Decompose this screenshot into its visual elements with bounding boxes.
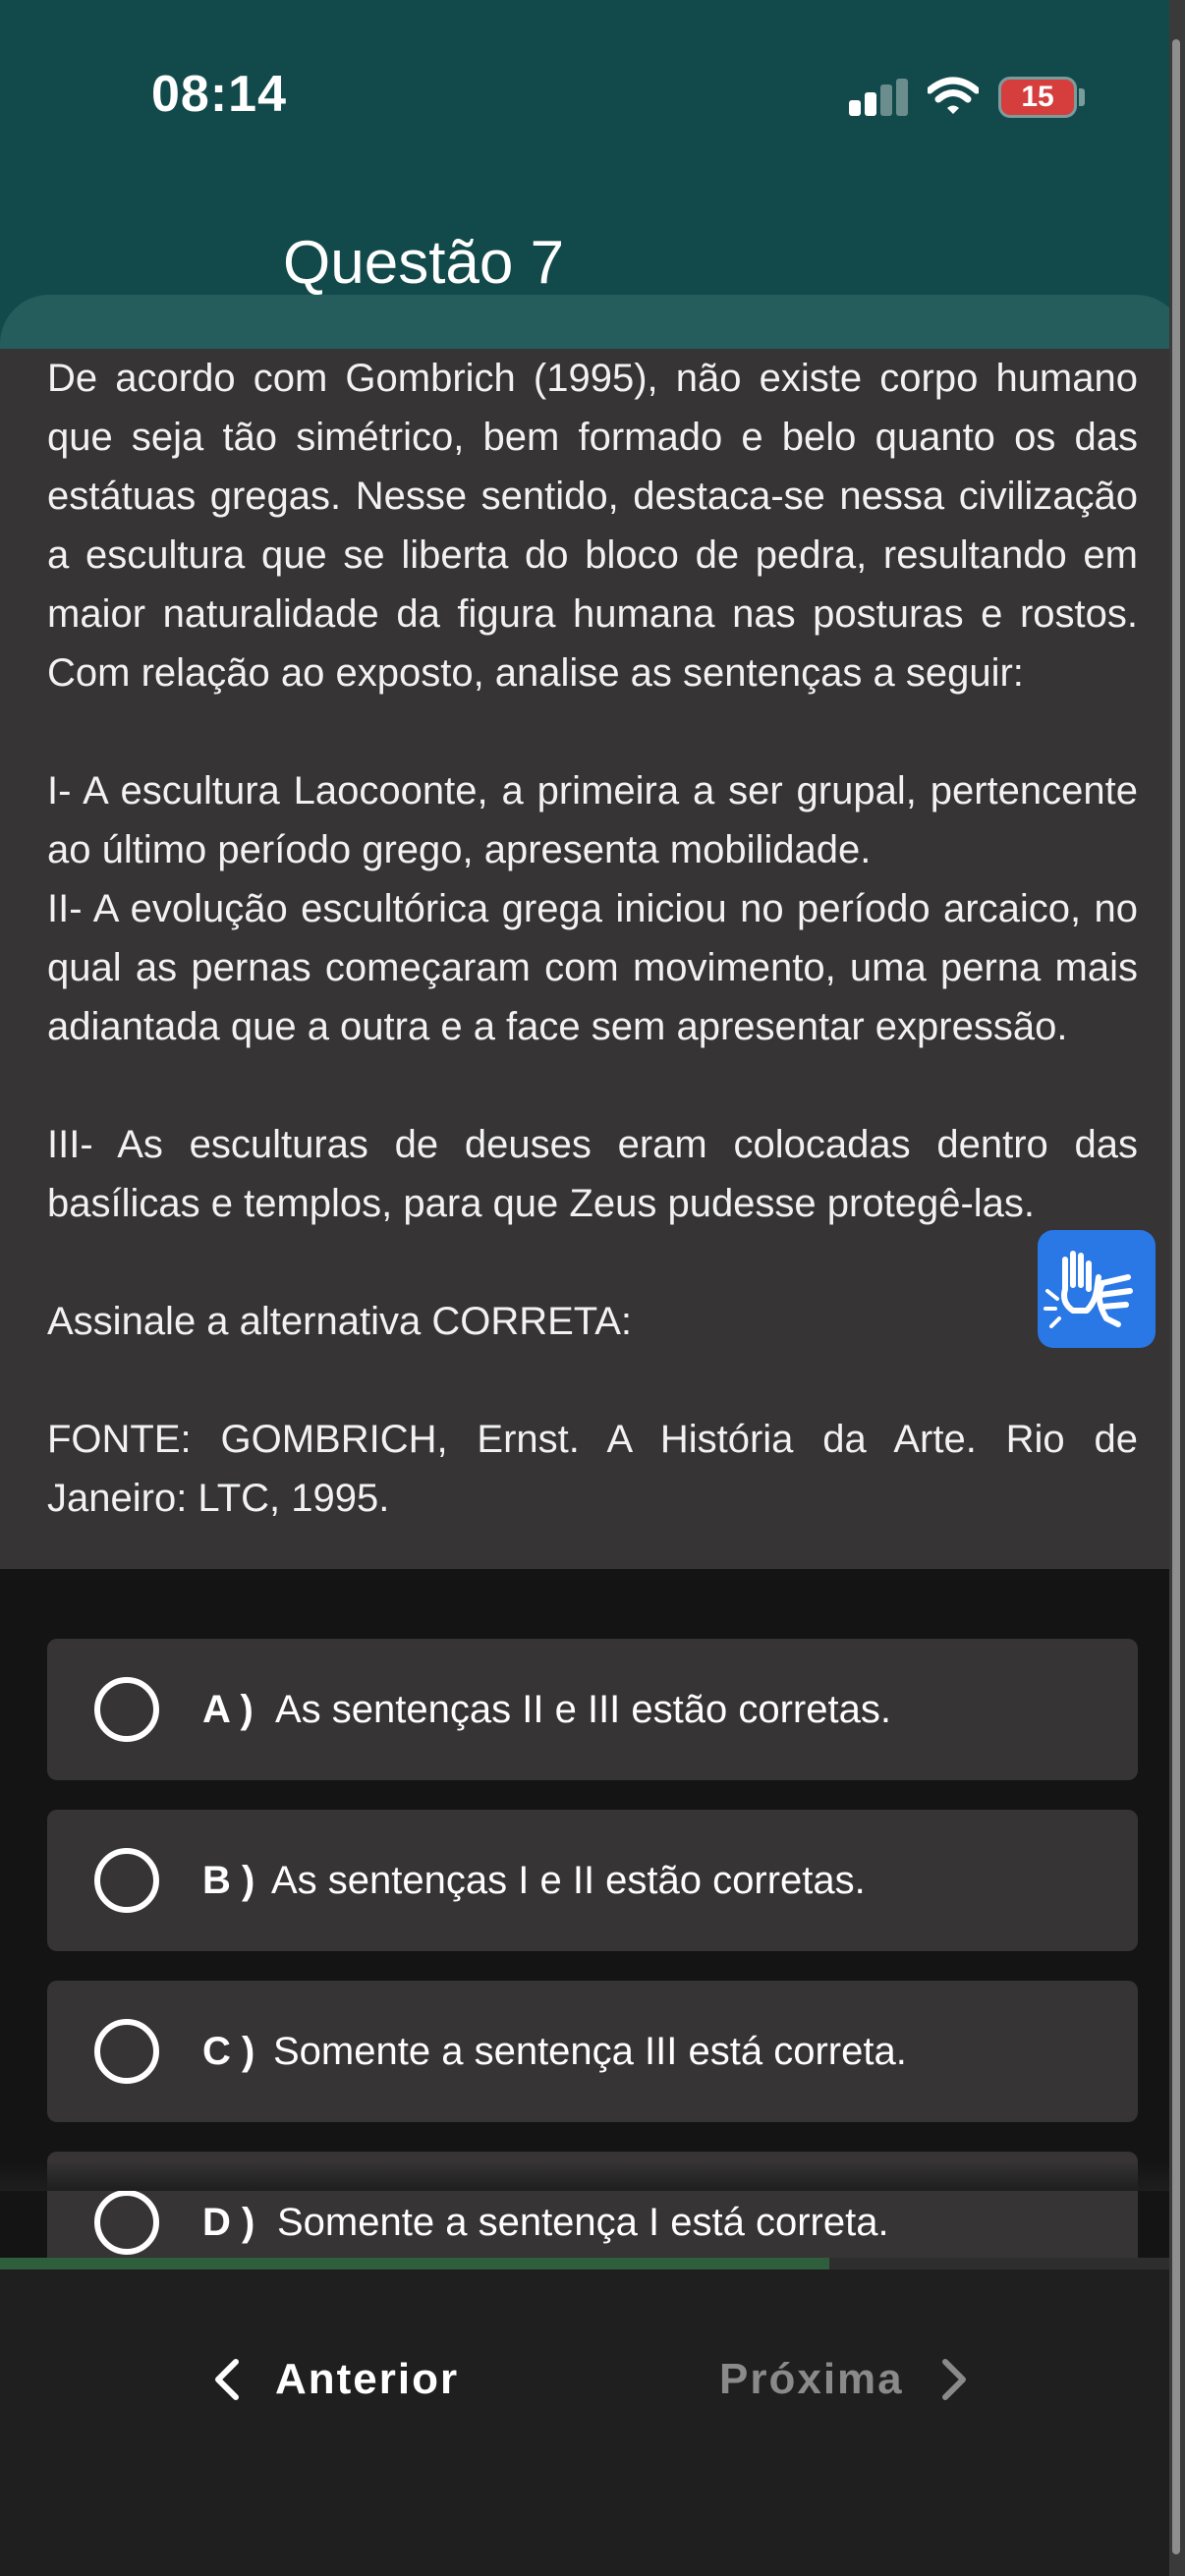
sentence-3: III- As esculturas de deuses eram colocadas dentro das basílicas e templos, para que Zeus pudesse protegê-las. <box>47 1123 1138 1225</box>
question-panel <box>0 349 1185 1569</box>
option-b[interactable] <box>47 1810 1138 1951</box>
wifi-icon <box>928 77 979 116</box>
option-text: As sentenças I e II estão corretas. <box>271 1859 866 1902</box>
progress-bar <box>0 2258 1185 2269</box>
radio-circle-icon[interactable] <box>94 1848 159 1913</box>
scrollbar-thumb[interactable] <box>1172 39 1180 2554</box>
chevron-left-icon <box>208 2358 248 2401</box>
option-c[interactable] <box>47 1981 1138 2122</box>
question-instruction: Assinale a alternativa CORRETA: <box>47 1300 633 1343</box>
radio-circle-icon[interactable] <box>94 2019 159 2084</box>
next-label: Próxima <box>719 2355 904 2403</box>
option-text: Somente a sentença III está correta. <box>273 2030 907 2073</box>
sentence-1: I- A escultura Laocoonte, a primeira a ser grupal, pertencente ao último período grego, apresenta mobilidade. <box>47 769 1138 871</box>
title-bar <box>0 295 1185 354</box>
next-button[interactable] <box>719 2340 994 2419</box>
option-letter: A ) <box>202 1688 254 1731</box>
option-letter: C ) <box>202 2030 255 2073</box>
question-intro: De acordo com Gombrich (1995), não existe corpo humano que seja tão simétrico, bem formado e belo quanto os das estátuas gregas. Nesse sentido, destaca-se nessa civilização a escultura que se liberta do bloco de pedra, resultando em maior naturalidade da figura humana nas posturas e rostos. Com relação ao exposto, analise as sentenças a seguir: <box>47 357 1138 695</box>
bottom-navigation <box>0 2269 1185 2576</box>
option-letter: D ) <box>202 2201 255 2244</box>
signal-icon <box>849 79 908 116</box>
option-a[interactable] <box>47 1639 1138 1780</box>
hand-sign-language-icon <box>1038 1230 1156 1348</box>
progress-fill <box>0 2258 829 2269</box>
sign-language-button[interactable] <box>1038 1230 1156 1348</box>
sentence-2: II- A evolução escultórica grega iniciou no período arcaico, no qual as pernas começaram com movimento, uma perna mais adiantada que a outra e a face sem apresentar expressão. <box>47 887 1138 1048</box>
app-header <box>0 0 1185 349</box>
option-letter: B ) <box>202 1859 255 1902</box>
question-source: FONTE: GOMBRICH, Ernst. A História da Arte. Rio de Janeiro: LTC, 1995. <box>47 1418 1138 1520</box>
option-text: As sentenças II e III estão corretas. <box>275 1688 891 1731</box>
previous-label: Anterior <box>275 2355 460 2403</box>
chevron-right-icon <box>933 2358 973 2401</box>
radio-circle-icon[interactable] <box>94 1677 159 1742</box>
page-title: Questão 7 <box>283 229 565 297</box>
battery-level: 15 <box>1021 81 1054 113</box>
options-fade <box>0 2161 1185 2191</box>
option-text: Somente a sentença I está correta. <box>277 2201 889 2244</box>
battery-icon <box>998 77 1077 118</box>
battery-tip <box>1079 88 1085 106</box>
status-time: 08:14 <box>151 66 287 123</box>
radio-circle-icon[interactable] <box>94 2190 159 2255</box>
previous-button[interactable] <box>208 2340 483 2419</box>
